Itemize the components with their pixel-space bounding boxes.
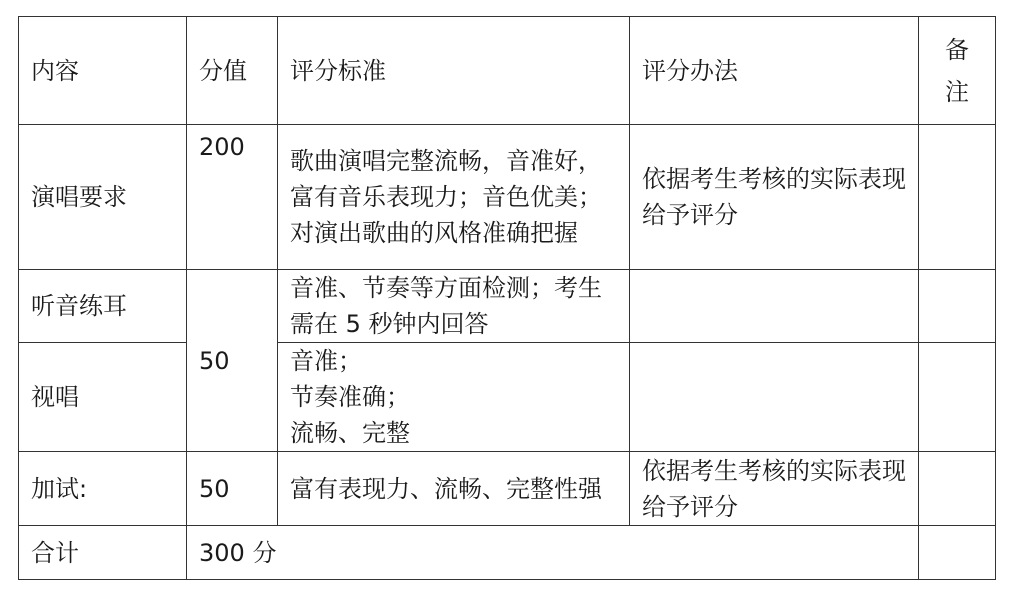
row-method — [630, 343, 919, 452]
header-method: 评分办法 — [630, 17, 919, 125]
row-content: 加试: — [19, 452, 187, 526]
row-criteria: 音准； 节奏准确； 流畅、完整 — [278, 343, 630, 452]
row-score: 200 — [187, 125, 278, 270]
header-note-line2: 注 — [945, 77, 969, 106]
scoring-table-container — [18, 16, 995, 578]
table-row — [19, 343, 996, 452]
header-row — [19, 17, 996, 125]
table-row — [19, 270, 996, 343]
row-note — [919, 270, 996, 343]
row-criteria: 歌曲演唱完整流畅，音准好，富有音乐表现力；音色优美；对演出歌曲的风格准确把握 — [278, 125, 630, 270]
header-score: 分值 — [187, 17, 278, 125]
total-value: 300 分 — [187, 526, 919, 580]
table-row — [19, 452, 996, 526]
scoring-table — [18, 16, 996, 580]
row-note — [919, 343, 996, 452]
row-note — [919, 452, 996, 526]
row-method: 依据考生考核的实际表现给予评分 — [630, 125, 919, 270]
header-criteria: 评分标准 — [278, 17, 630, 125]
row-content: 听音练耳 — [19, 270, 187, 343]
header-content: 内容 — [19, 17, 187, 125]
row-method: 依据考生考核的实际表现给予评分 — [630, 452, 919, 526]
row-content: 演唱要求 — [19, 125, 187, 270]
table-row — [19, 125, 996, 270]
total-note — [919, 526, 996, 580]
header-note-line1: 备 — [945, 35, 969, 64]
row-score: 50 — [187, 452, 278, 526]
row-criteria: 富有表现力、流畅、完整性强 — [278, 452, 630, 526]
total-label: 合计 — [19, 526, 187, 580]
row-criteria: 音准、节奏等方面检测；考生需在 5 秒钟内回答 — [278, 270, 630, 343]
header-note — [919, 17, 996, 125]
total-row — [19, 526, 996, 580]
row-score-merged: 50 — [187, 270, 278, 452]
row-content: 视唱 — [19, 343, 187, 452]
row-note — [919, 125, 996, 270]
row-method — [630, 270, 919, 343]
